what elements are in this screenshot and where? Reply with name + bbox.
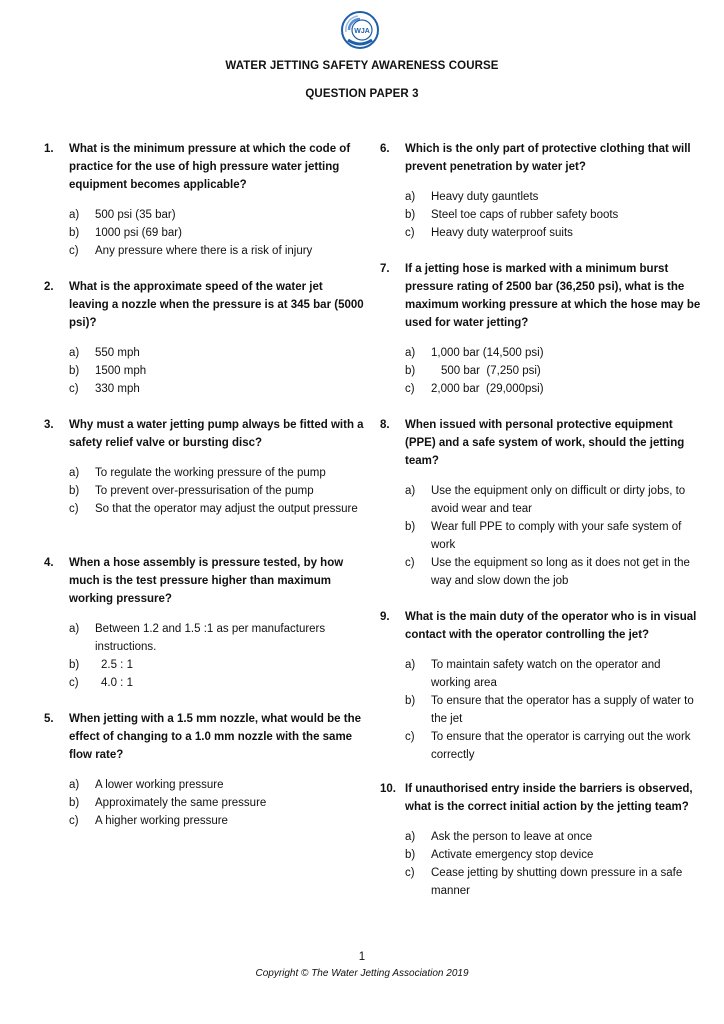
- answer-option: [69, 794, 364, 812]
- answer-option: [405, 188, 702, 206]
- answer-label: c): [69, 503, 79, 515]
- answer-text: To prevent over-pressurisation of the pump: [95, 485, 314, 497]
- answer-option: [405, 362, 702, 380]
- answer-text: A higher working pressure: [95, 815, 228, 827]
- answer-text: 1000 psi (69 bar): [95, 227, 182, 239]
- answer-option: [69, 242, 364, 260]
- answer-option: [405, 828, 702, 846]
- answer-label: a): [69, 779, 80, 791]
- answer-label: c): [405, 731, 415, 743]
- question-text: What is the main duty of the operator who is in visual contact with the operator controlling the jet?: [405, 611, 697, 641]
- question-number: 5.: [44, 713, 54, 725]
- question-2: [44, 278, 364, 398]
- question-number: 2.: [44, 281, 54, 293]
- answer-text: 550 mph: [95, 347, 140, 359]
- answer-label: b): [69, 227, 80, 239]
- answer-text: Use the equipment only on difficult or dirty jobs, to avoid wear and tear: [431, 485, 686, 515]
- answer-text: 500 bar (7,250 psi): [441, 365, 541, 377]
- answer-option: [69, 812, 364, 830]
- answer-label: b): [69, 797, 80, 809]
- answer-option: [69, 776, 364, 794]
- answer-option: [405, 846, 702, 864]
- question-10: [380, 780, 702, 900]
- question-6: [380, 140, 702, 242]
- question-text: What is the approximate speed of the water jet leaving a nozzle when the pressure is at 345 bar (5000 psi)?: [69, 281, 364, 329]
- svg-text:WJA: WJA: [354, 28, 370, 35]
- answer-label: b): [405, 365, 416, 377]
- answer-text: Between 1.2 and 1.5 :1 as per manufacturers instructions.: [95, 623, 326, 653]
- answer-label: a): [405, 485, 416, 497]
- question-8: [380, 416, 702, 590]
- answer-label: a): [69, 467, 80, 479]
- answer-label: a): [405, 659, 416, 671]
- question-4: [44, 554, 364, 692]
- question-text: When a hose assembly is pressure tested, by how much is the test pressure higher than maximum working pressure?: [69, 557, 344, 605]
- answer-text: To ensure that the operator is carrying out the work correctly: [431, 731, 691, 761]
- answer-text: To maintain safety watch on the operator and working area: [431, 659, 661, 689]
- answer-option: [405, 554, 702, 590]
- answer-text: Approximately the same pressure: [95, 797, 267, 809]
- answer-option: [405, 656, 702, 692]
- answer-option: [405, 344, 702, 362]
- answer-label: c): [405, 227, 415, 239]
- answer-option: [69, 482, 364, 500]
- document-title: WATER JETTING SAFETY AWARENESS COURSE: [225, 60, 499, 72]
- copyright-notice: Copyright © The Water Jetting Association 2019: [255, 968, 469, 979]
- answer-label: b): [405, 521, 416, 533]
- question-3: [44, 416, 364, 518]
- answer-option: [69, 464, 364, 482]
- answer-text: To ensure that the operator has a supply of water to the jet: [431, 695, 694, 725]
- answer-text: Wear full PPE to comply with your safe system of work: [431, 521, 682, 551]
- question-9: [380, 608, 702, 764]
- question-text: When issued with personal protective equipment (PPE) and a safe system of work, should the jetting team?: [405, 419, 685, 467]
- question-5: [44, 710, 364, 830]
- answer-label: c): [69, 383, 79, 395]
- question-text: If unauthorised entry inside the barriers is observed, what is the correct initial action by the jetting team?: [405, 783, 693, 813]
- answer-text: 500 psi (35 bar): [95, 209, 176, 221]
- answer-text: Steel toe caps of rubber safety boots: [431, 209, 619, 221]
- answer-option: [405, 728, 702, 764]
- question-text: If a jetting hose is marked with a minimum burst pressure rating of 2500 bar (36,250 psi), what is the maximum working pressure at which the hose may be used for water jetting?: [405, 263, 701, 329]
- answer-option: [405, 864, 702, 900]
- answer-label: b): [405, 849, 416, 861]
- answer-option: [69, 674, 364, 692]
- answer-option: [405, 206, 702, 224]
- answer-option: [69, 206, 364, 224]
- answer-text: Activate emergency stop device: [431, 849, 594, 861]
- answer-label: b): [69, 659, 80, 671]
- answer-label: c): [69, 677, 79, 689]
- answer-option: [69, 344, 364, 362]
- answer-text: So that the operator may adjust the output pressure: [95, 503, 358, 515]
- answer-text: A lower working pressure: [95, 779, 224, 791]
- answer-label: c): [69, 815, 79, 827]
- question-number: 4.: [44, 557, 54, 569]
- answer-label: a): [405, 191, 416, 203]
- question-number: 8.: [380, 419, 390, 431]
- answer-option: [405, 518, 702, 554]
- question-number: 1.: [44, 143, 54, 155]
- page-number: 1: [358, 951, 366, 963]
- answer-label: c): [69, 245, 79, 257]
- answer-text: To regulate the working pressure of the pump: [95, 467, 326, 479]
- document-subtitle: QUESTION PAPER 3: [305, 88, 419, 100]
- answer-label: a): [405, 831, 416, 843]
- answer-label: b): [405, 209, 416, 221]
- answer-label: c): [405, 383, 415, 395]
- question-number: 9.: [380, 611, 390, 623]
- answer-label: a): [69, 209, 80, 221]
- answer-text: Heavy duty gauntlets: [431, 191, 539, 203]
- question-text: Which is the only part of protective clothing that will prevent penetration by water jet?: [405, 143, 691, 173]
- answer-option: [69, 380, 364, 398]
- answer-text: 2.5 : 1: [101, 659, 133, 671]
- question-number: 7.: [380, 263, 390, 275]
- question-text: When jetting with a 1.5 mm nozzle, what would be the effect of changing to a 1.0 mm nozzle with the same flow rate?: [69, 713, 361, 761]
- answer-text: 1500 mph: [95, 365, 147, 377]
- answer-option: [69, 362, 364, 380]
- answer-label: b): [69, 365, 80, 377]
- question-number: 6.: [380, 143, 390, 155]
- answer-label: c): [405, 867, 415, 879]
- answer-text: Heavy duty waterproof suits: [431, 227, 573, 239]
- answer-option: [69, 620, 364, 656]
- answer-option: [69, 500, 364, 518]
- question-7: [380, 260, 702, 398]
- answer-text: Ask the person to leave at once: [431, 831, 593, 843]
- answer-option: [69, 224, 364, 242]
- answer-text: 1,000 bar (14,500 psi): [431, 347, 544, 359]
- answer-label: b): [405, 695, 416, 707]
- answer-option: [405, 482, 702, 518]
- answer-text: 330 mph: [95, 383, 140, 395]
- question-text: What is the minimum pressure at which the code of practice for the use of high pressure water jetting equipment becomes applicable?: [69, 143, 351, 191]
- question-number: 3.: [44, 419, 54, 431]
- answer-text: Any pressure where there is a risk of injury: [95, 245, 313, 257]
- question-text: Why must a water jetting pump always be fitted with a safety relief valve or bursting disc?: [69, 419, 364, 449]
- question-1: [44, 140, 364, 260]
- wja-logo: [340, 10, 380, 50]
- answer-text: 2,000 bar (29,000psi): [431, 383, 544, 395]
- answer-label: a): [69, 623, 80, 635]
- question-number: 10.: [380, 783, 396, 795]
- answer-label: c): [405, 557, 415, 569]
- answer-text: Cease jetting by shutting down pressure in a safe manner: [431, 867, 683, 897]
- answer-label: b): [69, 485, 80, 497]
- answer-option: [69, 656, 364, 674]
- answer-text: Use the equipment so long as it does not get in the way and slow down the job: [431, 557, 690, 587]
- answer-text: 4.0 : 1: [101, 677, 133, 689]
- answer-option: [405, 380, 702, 398]
- answer-option: [405, 224, 702, 242]
- answer-label: a): [69, 347, 80, 359]
- answer-option: [405, 692, 702, 728]
- answer-label: a): [405, 347, 416, 359]
